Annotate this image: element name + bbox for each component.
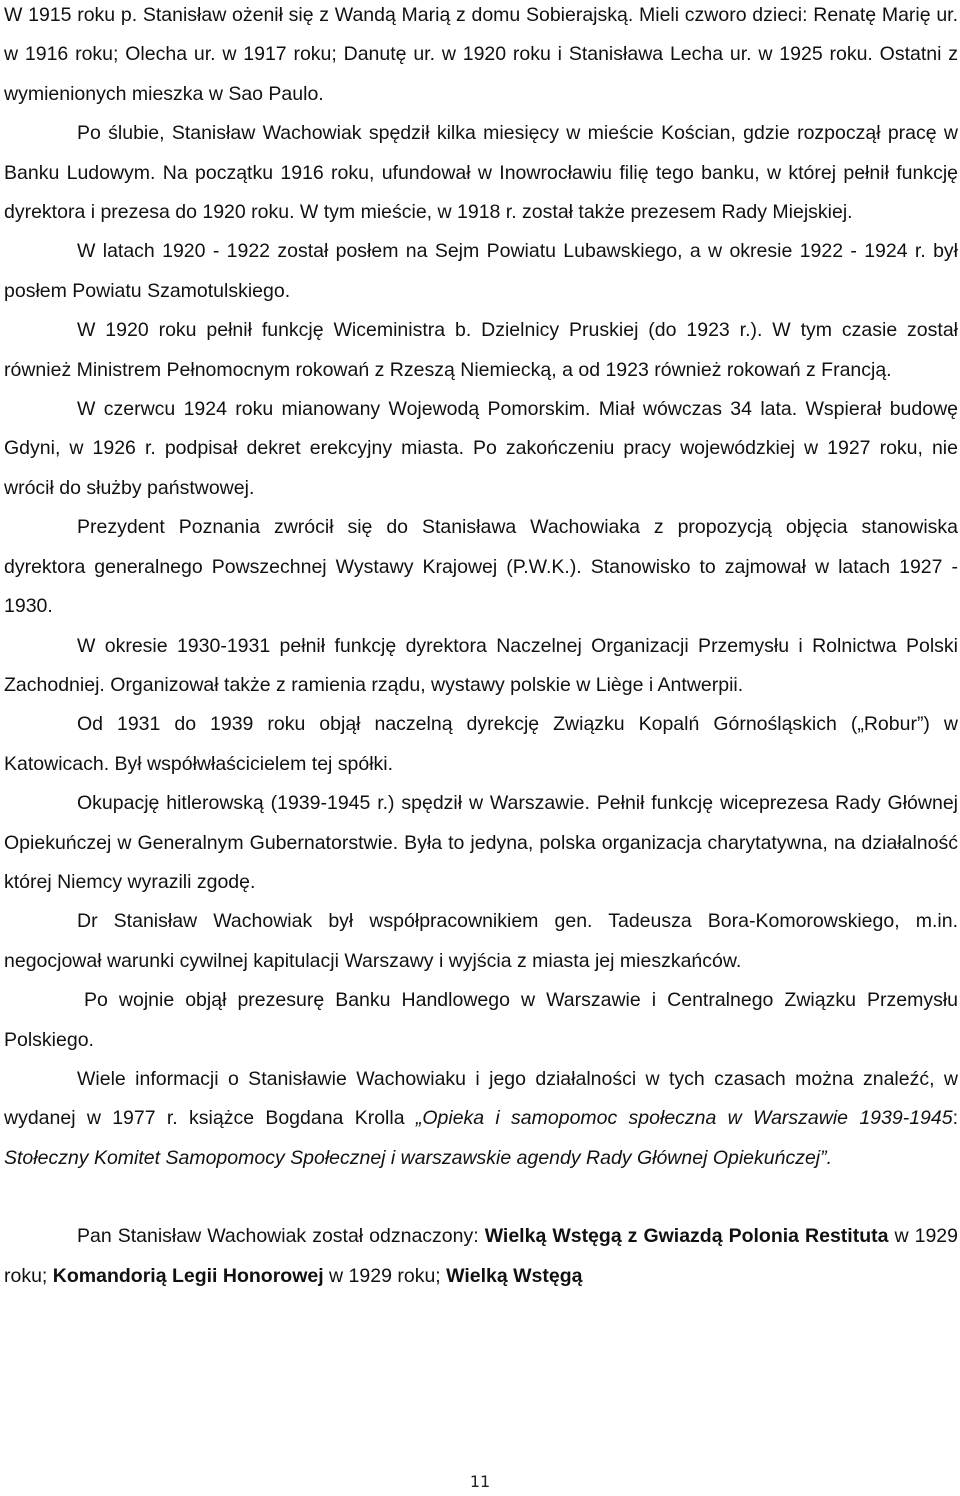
paragraph-komorowski: Dr Stanisław Wachowiak był współpracownikiem gen. Tadeusza Bora-Komorowskiego, m.in. negocjował warunki cywilnej kapitulacji Warszawy i wyjścia z miasta jej mieszkańców. [4, 910, 958, 972]
decoration-polonia-restituta: Wielką Wstęgą z Gwiazdą Polonia Restituta [484, 1225, 889, 1248]
paragraph-after-war: Po wojnie objął prezesurę Banku Handlowego w Warszawie i Centralnego Związku Przemysłu Polskiego. [4, 989, 958, 1051]
paragraph-occupation: Okupację hitlerowską (1939-1945 r.) spędził w Warszawie. Pełnił funkcję wiceprezesa Rady Głównej Opiekuńczej w Generalnym Gubernatorstwie. Była to jedyna, polska organizacja charytatywna, na działalność której Niemcy wyrazili zgodę. [4, 792, 958, 893]
decoration-legion-of-honour: Komandorią Legii Honorowej [52, 1264, 324, 1287]
decorations-text-2: w 1929 roku; [4, 1225, 958, 1287]
body-text [4, 0, 958, 1296]
paragraph-exhibition: Prezydent Poznania zwrócił się do Stanisława Wachowiaka z propozycją objęcia stanowiska dyrektora generalnego Powszechnej Wystawy Krajowej (P.W.K.). Stanowisko to zajmował w latach 1927 - 1930. [4, 516, 958, 618]
paragraph-spacer [4, 1178, 958, 1217]
paragraph-bank: Po ślubie, Stanisław Wachowiak spędził kilka miesięcy w mieście Kościan, gdzie rozpoczął pracę w Banku Ludowym. Na początku 1916 roku, ufundował w Inowrocławiu filię tego banku, w której pełnił funkcję dyrektora i prezesa do 1920 roku. W tym mieście, w 1918 r. został także prezesem Rady Miejskiej. [4, 122, 958, 224]
paragraph-decorations [4, 1217, 958, 1296]
paragraph-marriage: W 1915 roku p. Stanisław ożenił się z Wandą Marią z domu Sobierajską. Mieli czworo dzieci: Renatę Marię ur. w 1916 roku; Olecha ur. w 1917 roku; Danutę ur. w 1920 roku i Stanisława Lecha ur. w 1925 roku. Ostatni z wymienionych mieszka w Sao Paulo. [4, 4, 958, 105]
page-number: 11 [469, 1472, 491, 1491]
book-title: „Opieka i samopomoc społeczna w Warszawie 1939-1945 [415, 1107, 953, 1130]
decorations-text-3: w 1929 roku; [323, 1264, 447, 1287]
book-subtitle: Stołeczny Komitet Samopomocy Społecznej i warszawskie agendy Rady Głównej Opiekuńczej”. [4, 1146, 833, 1169]
paragraph-sejm: W latach 1920 - 1922 został posłem na Sejm Powiatu Lubawskiego, a w okresie 1922 - 1924 r. był posłem Powiatu Szamotulskiego. [4, 240, 958, 302]
decoration-grand-ribbon: Wielką Wstęgą [446, 1264, 583, 1287]
paragraph-mines: Od 1931 do 1939 roku objął naczelną dyrekcję Związku Kopalń Górnośląskich („Robur”) w Katowicach. Był współwłaścicielem tej spółki. [4, 713, 958, 775]
book-colon: : [952, 1107, 958, 1130]
paragraph-voivode: W czerwcu 1924 roku mianowany Wojewodą Pomorskim. Miał wówczas 34 lata. Wspierał budowę Gdyni, w 1926 r. podpisał dekret erekcyjny miasta. Po zakończeniu pracy wojewódzkiej w 1927 roku, nie wrócił do służby państwowej. [4, 398, 958, 499]
kroll-text: Wiele informacji o Stanisławie Wachowiaku i jego działalności w tych czasach można znaleźć, w wydanej w 1977 r. książce Bogdana Krolla [4, 1067, 958, 1130]
paragraph-vice-minister: W 1920 roku pełnił funkcję Wiceministra b. Dzielnicy Pruskiej (do 1923 r.). W tym czasie został również Ministrem Pełnomocnym rokowań z Rzeszą Niemiecką, a od 1923 również rokowań z Francją. [4, 319, 958, 381]
paragraph-organization: W okresie 1930-1931 pełnił funkcję dyrektora Naczelnej Organizacji Przemysłu i Rolnictwa Polski Zachodniej. Organizował także z ramienia rządu, wystawy polskie w Liège i Antwerpii. [4, 634, 958, 696]
paragraph-kroll-book [4, 1060, 958, 1178]
decorations-text-1: Pan Stanisław Wachowiak został odznaczony: [77, 1225, 485, 1248]
